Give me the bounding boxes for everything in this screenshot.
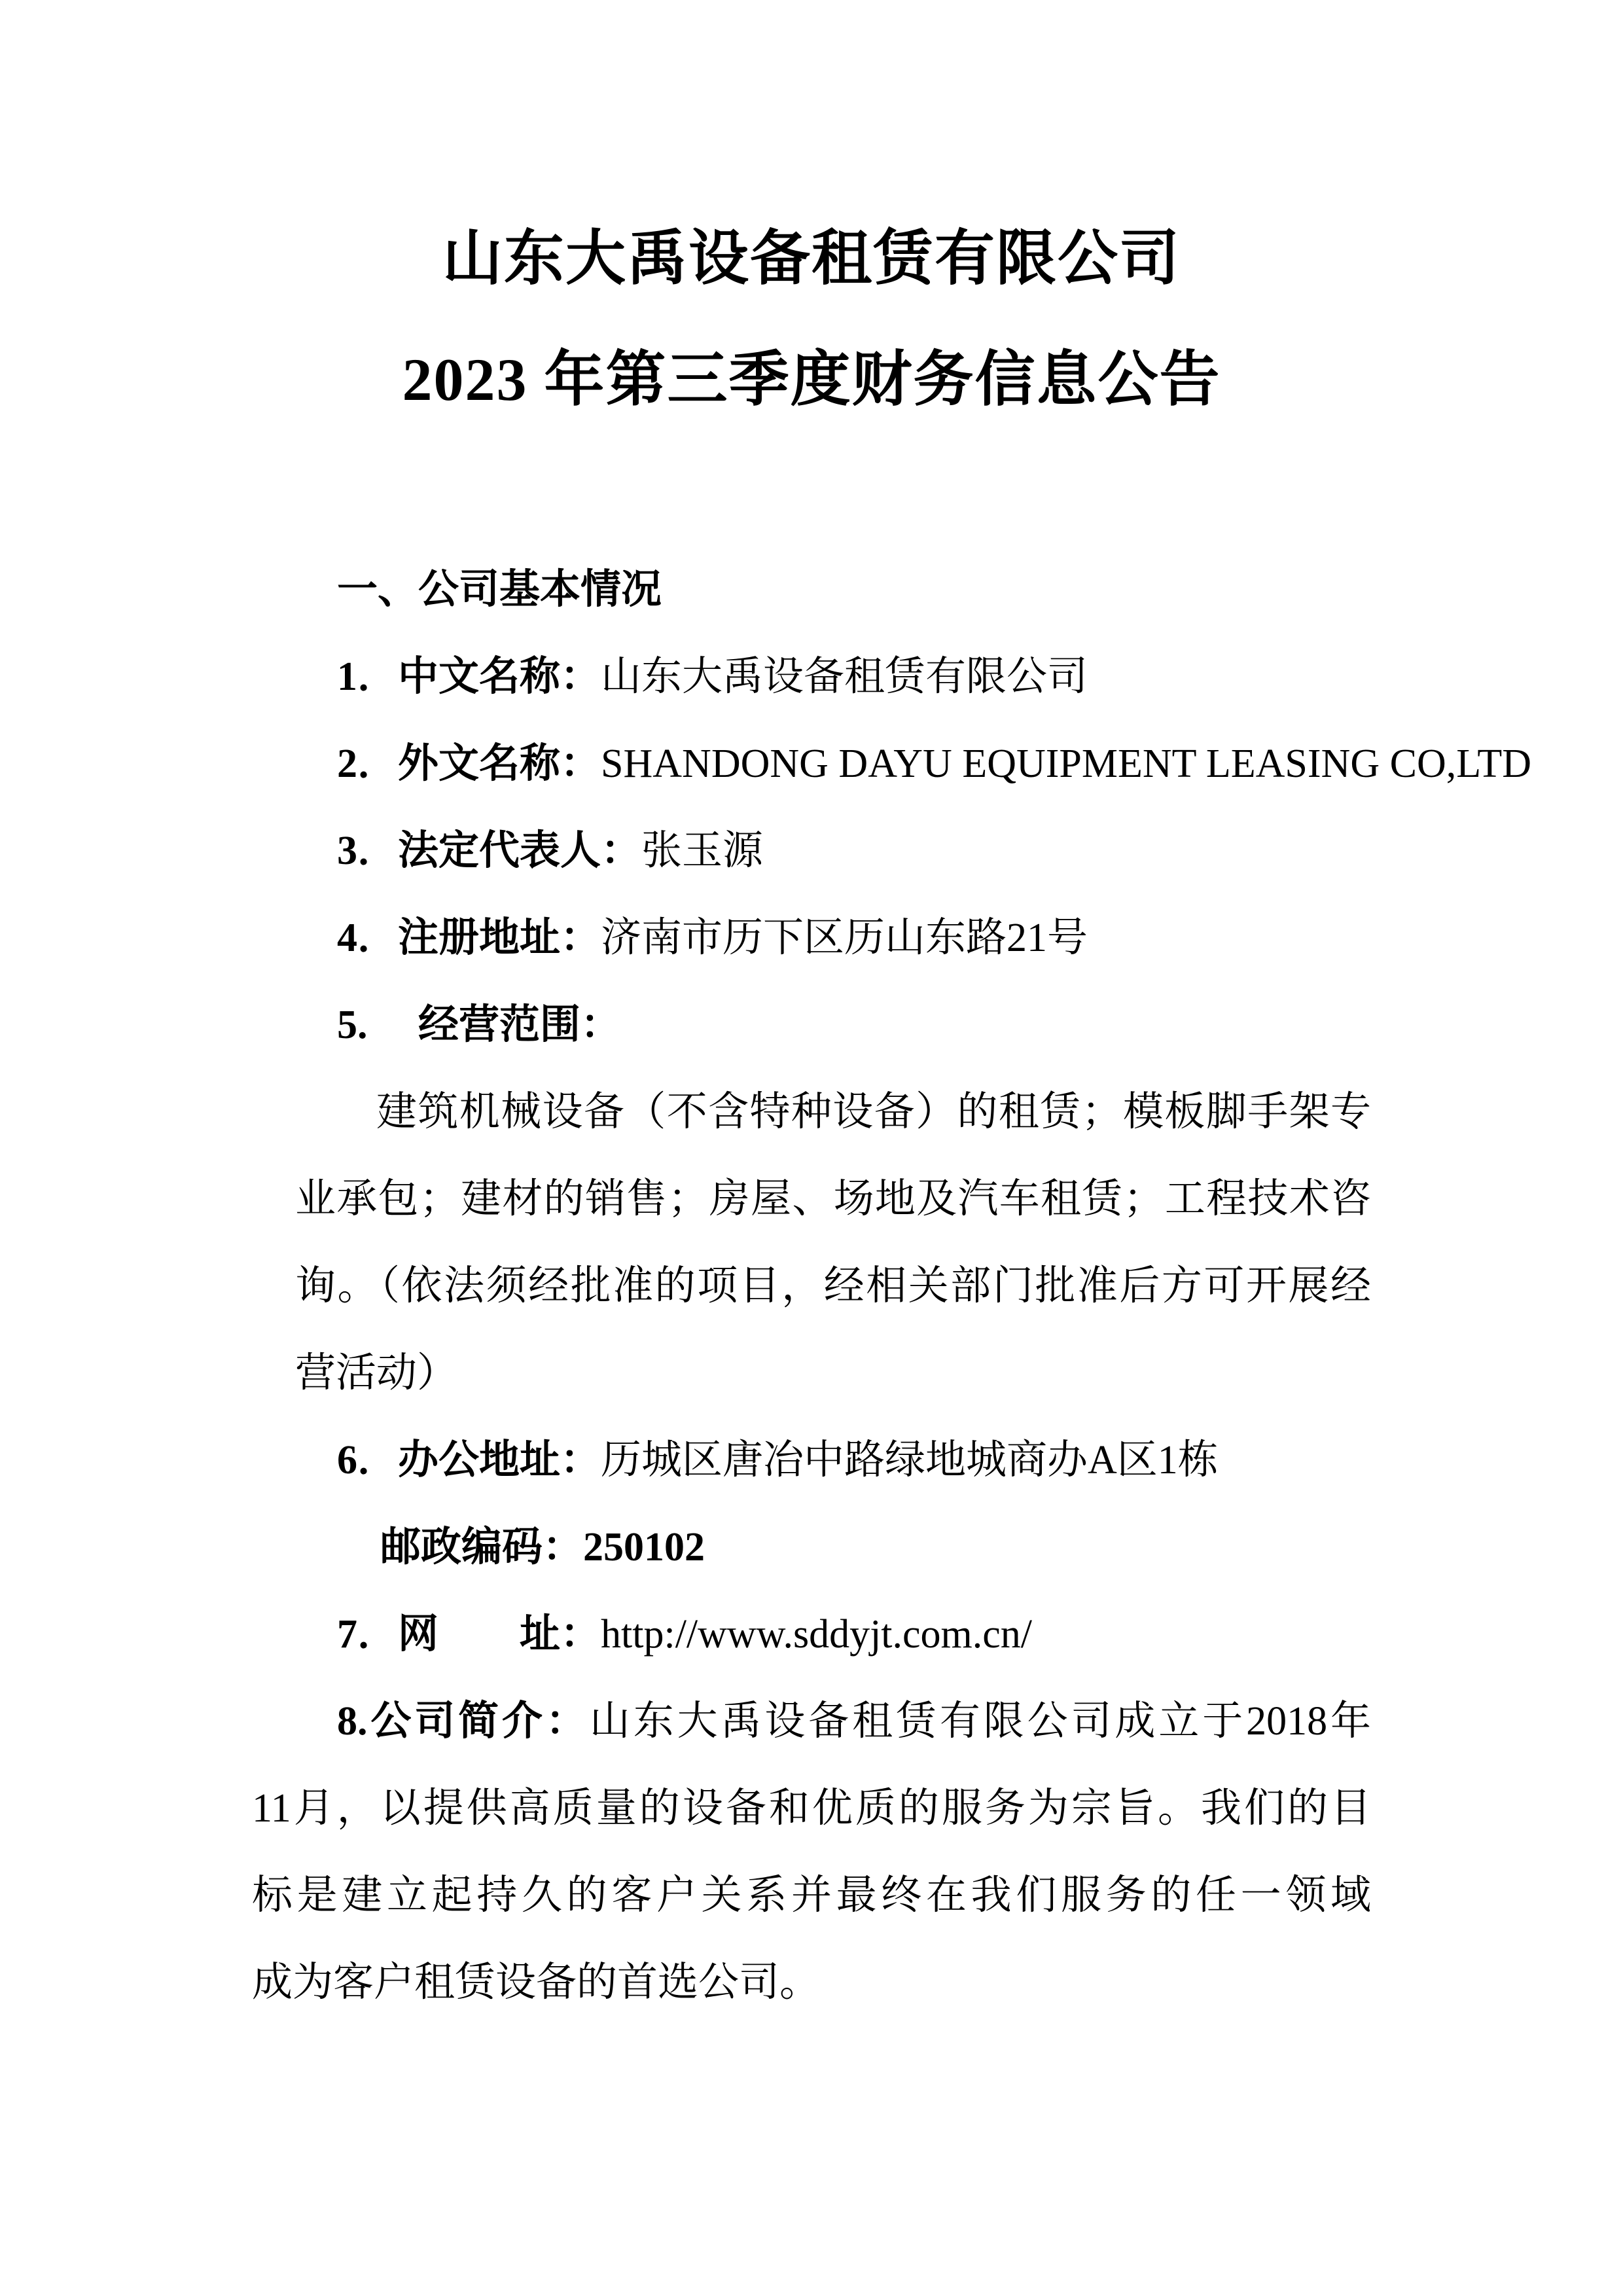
list-item-legal-representative bbox=[252, 808, 1371, 895]
list-item-registered-address bbox=[252, 895, 1371, 982]
paragraph-line: 业承包；建材的销售；房屋、场地及汽车租赁；工程技术咨 bbox=[295, 1177, 1371, 1221]
list-item-postal-code bbox=[252, 1504, 1371, 1591]
item-value: 250102 bbox=[583, 1525, 705, 1570]
document-body bbox=[252, 547, 1532, 2026]
item-label: 8.公司简介： bbox=[337, 1699, 590, 1744]
item-label: 4．注册地址： bbox=[337, 916, 601, 960]
item-label: 5. 经营范围： bbox=[337, 1003, 622, 1047]
item-value: 山东大禹设备租赁有限公司 bbox=[601, 655, 1088, 699]
document-content bbox=[252, 0, 1532, 2026]
item-label: 2．外文名称： bbox=[337, 742, 601, 786]
paragraph-line: 建筑机械设备（不含特种设备）的租赁；模板脚手架专 bbox=[376, 1090, 1371, 1134]
item-label: 1．中文名称： bbox=[337, 655, 601, 699]
section-heading: 一、公司基本情况 bbox=[337, 567, 662, 612]
paragraph-line: 11月，以提供高质量的设备和优质的服务为宗旨。我们的目 bbox=[252, 1786, 1371, 1831]
paragraph-line: 标是建立起持久的客户关系并最终在我们服务的任一领域 bbox=[252, 1873, 1371, 1918]
item-label: 7．网 址： bbox=[337, 1612, 601, 1657]
list-item-website bbox=[252, 1591, 1371, 1678]
item-label: 邮政编码： bbox=[380, 1525, 584, 1570]
paragraph-line: 成为客户租赁设备的首选公司。 bbox=[252, 1960, 821, 2005]
paragraph-line: 询。（依法须经批准的项目，经相关部门批准后方可开展经 bbox=[295, 1264, 1371, 1308]
list-item-office-address bbox=[252, 1417, 1371, 1504]
list-item-foreign-name bbox=[252, 721, 1532, 808]
item-value: 张玉源 bbox=[641, 829, 764, 873]
item-label: 3．法定代表人： bbox=[337, 829, 642, 873]
paragraph-text: 山东大禹设备租赁有限公司成立于2018年 bbox=[589, 1699, 1371, 1744]
item-value: 济南市历下区历山东路21号 bbox=[601, 916, 1088, 960]
website-url: http://www.sddyjt.com.cn/ bbox=[601, 1612, 1033, 1657]
paragraph-line-company-intro bbox=[252, 1678, 1371, 1765]
paragraph-line: 营活动） bbox=[295, 1351, 458, 1395]
page-subtitle: 2023 年第三季度财务信息公告 bbox=[402, 346, 1221, 413]
item-value: SHANDONG DAYU EQUIPMENT LEASING CO,LTD bbox=[601, 742, 1532, 786]
list-item-business-scope bbox=[252, 982, 1371, 1069]
page-title: 山东大禹设备租赁有限公司 bbox=[442, 225, 1181, 292]
list-item-chinese-name bbox=[252, 634, 1371, 721]
item-label: 6．办公地址： bbox=[337, 1438, 601, 1482]
item-value: 历城区唐冶中路绿地城商办A区1栋 bbox=[601, 1438, 1219, 1482]
